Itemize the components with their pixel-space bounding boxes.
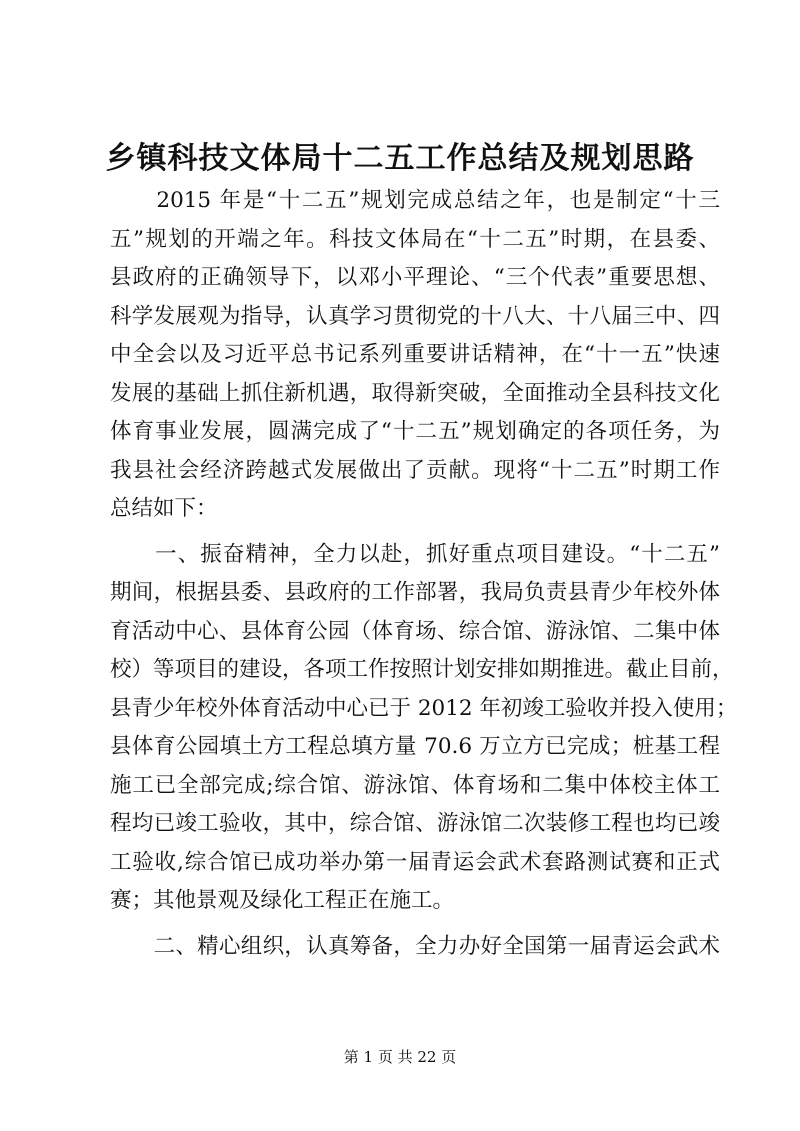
text-line: 2015 年是“十二五”规划完成总结之年，也是制定“十三: [110, 188, 720, 213]
text-line: 县青少年校外体育活动中心已于 2012 年初竣工验收并投入使用；: [110, 695, 738, 721]
text-line: 科学发展观为指导，认真学习贯彻党的十八大、十八届三中、四: [110, 303, 720, 329]
paragraph-spacer: [110, 529, 720, 536]
paragraph-2: [110, 536, 738, 921]
text-line: 赛；其他景观及绿化工程正在施工。: [110, 888, 455, 913]
text-line: 育活动中心、县体育公园（体育场、综合馆、游泳馆、二集中体: [110, 618, 720, 644]
text-line: 我县社会经济跨越式发展做出了贡献。现将“十二五”时期工作: [110, 457, 720, 483]
text-line: 县政府的正确领导下，以邓小平理论、“三个代表”重要思想、: [110, 265, 720, 290]
text-line: 期间，根据县委、县政府的工作部署，我局负责县青少年校外体: [110, 580, 720, 605]
text-line: 工验收,综合馆已成功举办第一届青运会武术套路测试赛和正式: [110, 849, 720, 875]
document-body: [110, 182, 738, 966]
text-line: 施工已全部完成;综合馆、游泳馆、体育场和二集中体校主体工: [110, 772, 720, 798]
text-line: 五”规划的开端之年。科技文体局在“十二五”时期，在县委、: [110, 226, 720, 252]
paragraph-3: [110, 928, 720, 967]
paragraph-spacer: [110, 921, 720, 928]
text-line: 体育事业发展，圆满完成了“十二五”规划确定的各项任务，为: [110, 419, 720, 444]
text-line: 中全会以及习近平总书记系列重要讲话精神，在“十一五”快速: [110, 342, 720, 367]
text-line: 校）等项目的建设，各项工作按照计划安排如期推进。截止目前，: [110, 657, 734, 682]
document-title: 乡镇科技文体局十二五工作总结及规划思路: [105, 141, 695, 176]
paragraph-1: [110, 182, 720, 529]
text-line: 发展的基础上抓住新机遇，取得新突破，全面推动全县科技文化: [110, 380, 720, 406]
text-line: 县体育公园填土方工程总填方量 70.6 万立方已完成；桩基工程: [110, 734, 720, 759]
text-line: 程均已竣工验收，其中，综合馆、游泳馆二次装修工程也均已竣: [110, 811, 720, 836]
text-line: 一、振奋精神，全力以赴，抓好重点项目建设。“十二五”: [110, 541, 720, 567]
text-line: 二、精心组织，认真筹备，全力办好全国第一届青运会武术: [110, 933, 720, 959]
page-number-footer: 第 1 页 共 22 页: [343, 1048, 457, 1066]
text-line: 总结如下：: [110, 496, 218, 521]
